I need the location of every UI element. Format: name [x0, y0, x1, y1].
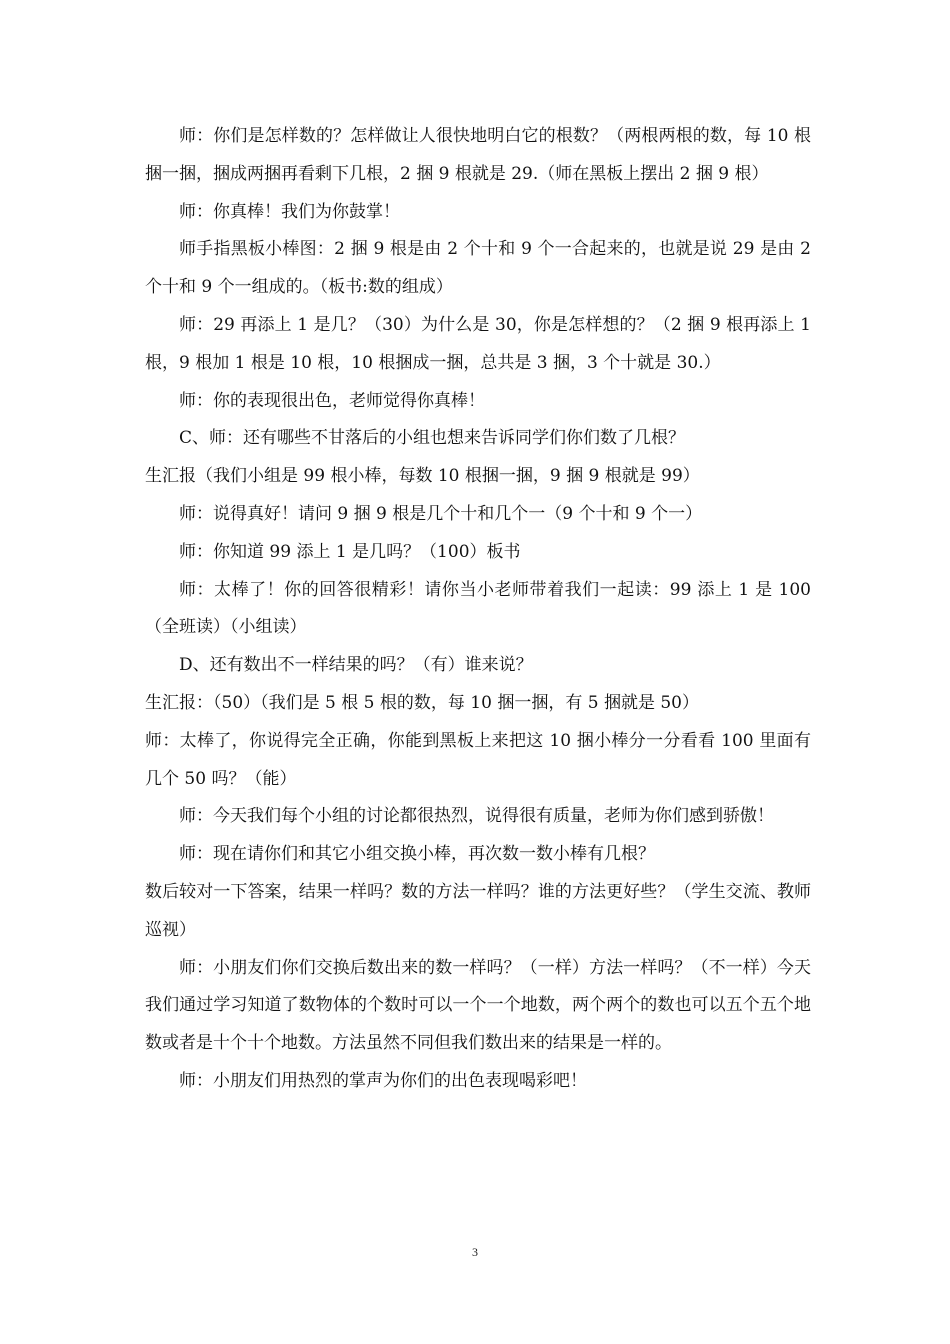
paragraph: 师：你们是怎样数的？怎样做让人很快地明白它的根数？（两根两根的数，每 10 根捆一捆，捆成两捆再看剩下几根，2 捆 9 根就是 29.（师在黑板上摆出 2 捆 9 根） [145, 126, 811, 184]
page-number: 3 [472, 1245, 478, 1259]
paragraph: 师：小朋友们你们交换后数出来的数一样吗？（一样）方法一样吗？（不一样）今天我们通过学习知道了数物体的个数时可以一个一个地数，两个两个的数也可以五个五个地数或者是十个十个地数。方法虽然不同但我们数出来的结果是一样的。 [145, 957, 811, 1054]
paragraph: 师：你知道 99 添上 1 是几吗？（100）板书 [179, 541, 521, 562]
paragraph: 师：你真棒！我们为你鼓掌！ [179, 201, 400, 222]
paragraph: D、还有数出不一样结果的吗？（有）谁来说？ [179, 655, 533, 676]
paragraph: 师：小朋友们用热烈的掌声为你们的出色表现喝彩吧！ [179, 1070, 587, 1091]
paragraph: 师：说得真好！请问 9 捆 9 根是几个十和几个一（9 个十和 9 个一） [179, 503, 703, 524]
paragraph: 生汇报（我们小组是 99 根小棒，每数 10 根捆一捆，9 捆 9 根就是 99） [145, 466, 700, 487]
paragraph: 生汇报：（50）（我们是 5 根 5 根的数，每 10 捆一捆，有 5 捆就是 50） [145, 692, 699, 713]
paragraph: 师：现在请你们和其它小组交换小棒，再次数一数小棒有几根？ [179, 844, 655, 865]
paragraph: 师：29 再添上 1 是几？（30）为什么是 30，你是怎样想的？（2 捆 9 根再添上 1 根，9 根加 1 根是 10 根，10 根捆成一捆，总共是 3 捆，3 个十就是 30.） [145, 314, 811, 373]
paragraph: 数后较对一下答案，结果一样吗？数的方法一样吗？谁的方法更好些？（学生交流、教师巡视） [145, 881, 811, 940]
paragraph: 师：今天我们每个小组的讨论都很热烈，说得很有质量，老师为你们感到骄傲！ [179, 806, 774, 827]
paragraph: C、师：还有哪些不甘落后的小组也想来告诉同学们你们数了几根？ [179, 428, 686, 449]
paragraph: 师：太棒了！你的回答很精彩！请你当小老师带着我们一起读：99 添上 1 是 100（全班读）（小组读） [145, 579, 811, 638]
paragraph: 师：你的表现很出色，老师觉得你真棒！ [179, 390, 485, 411]
paragraph: 师手指黑板小棒图：2 捆 9 根是由 2 个十和 9 个一合起来的，也就是说 29 是由 2 个十和 9 个一组成的。（板书:数的组成） [145, 239, 811, 298]
document-body [145, 118, 811, 1101]
paragraph: 师：太棒了，你说得完全正确，你能到黑板上来把这 10 捆小棒分一分看看 100 里面有几个 50 吗？（能） [145, 730, 811, 789]
